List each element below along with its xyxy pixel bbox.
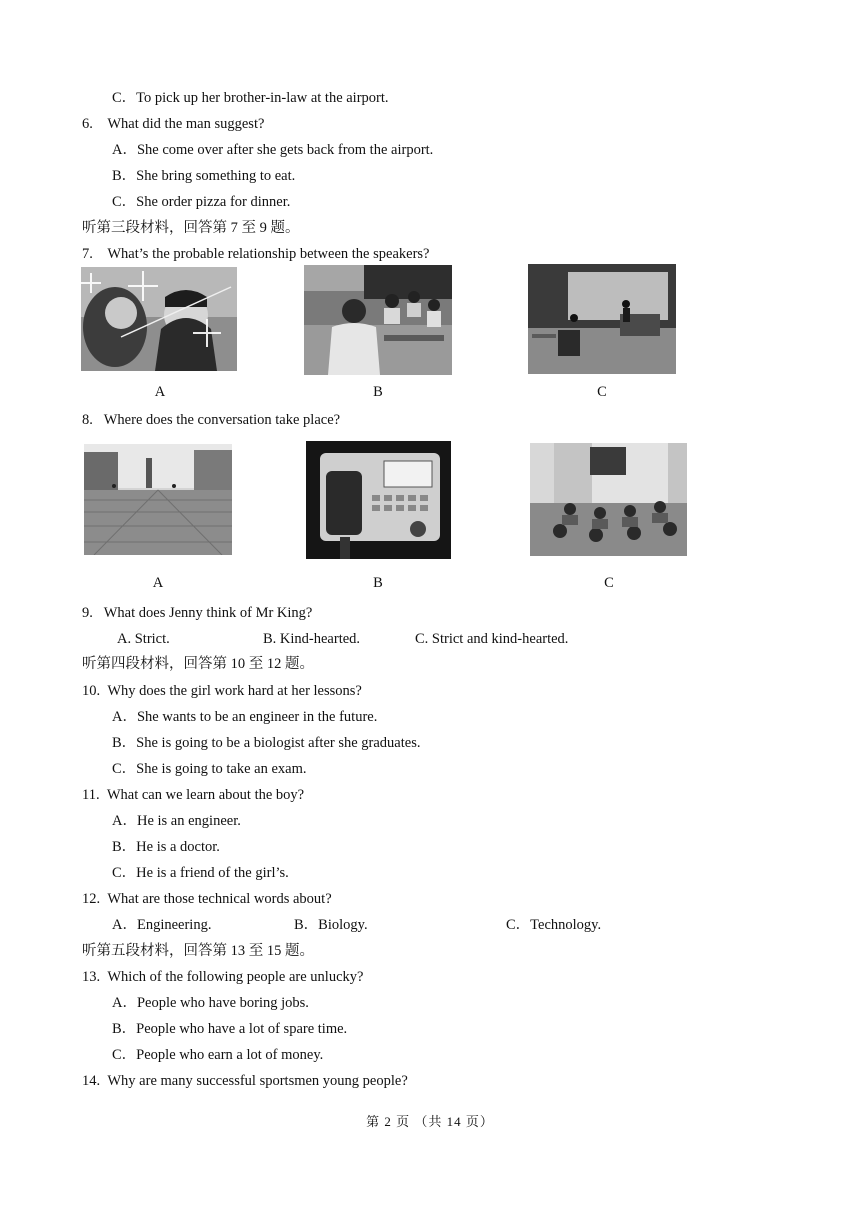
question-6: 6. What did the man suggest? — [82, 116, 265, 132]
q7-image-b — [304, 265, 452, 375]
q13-option-b: B．People who have a lot of spare time. — [112, 1021, 348, 1037]
q7-caption-a: A — [154, 384, 166, 400]
section-3-heading: 听第三段材料，回答第 7 至 9 题。 — [82, 220, 300, 236]
q12-option-a: A．Engineering. — [112, 917, 212, 933]
q10-option-a: A．She wants to be an engineer in the future. — [112, 709, 378, 725]
q7-image-c — [528, 264, 676, 374]
q8-caption-c: C — [604, 575, 614, 591]
q8-caption-b: B — [373, 575, 383, 591]
q9-option-a: A. Strict. — [117, 631, 170, 647]
question-12: 12. What are those technical words about? — [82, 891, 332, 907]
q11-option-c: C．He is a friend of the girl’s. — [112, 865, 289, 881]
question-9: 9. What does Jenny think of Mr King? — [82, 605, 313, 621]
question-13: 13. Which of the following people are unlucky? — [82, 969, 364, 985]
q6-option-a: A．She come over after she gets back from the airport. — [112, 142, 434, 158]
q10-option-b: B．She is going to be a biologist after she graduates. — [112, 735, 421, 751]
section-4-heading: 听第四段材料，回答第 10 至 12 题。 — [82, 656, 314, 672]
q7-caption-b: B — [373, 384, 383, 400]
q13-option-a: A．People who have boring jobs. — [112, 995, 309, 1011]
q13-option-c: C．People who earn a lot of money. — [112, 1047, 324, 1063]
q7-caption-c: C — [597, 384, 607, 400]
q7-image-a — [81, 267, 237, 371]
q11-option-a: A．He is an engineer. — [112, 813, 241, 829]
q5-option-c: C．To pick up her brother-in-law at the airport. — [112, 90, 389, 106]
question-7: 7. What’s the probable relationship between the speakers? — [82, 246, 430, 262]
q8-caption-a: A — [152, 575, 164, 591]
q9-option-b: B. Kind-hearted. — [263, 631, 361, 647]
q8-image-b — [306, 441, 451, 559]
q11-option-b: B．He is a doctor. — [112, 839, 220, 855]
q6-option-c: C．She order pizza for dinner. — [112, 194, 291, 210]
question-8: 8. Where does the conversation take place? — [82, 412, 341, 428]
section-5-heading: 听第五段材料，回答第 13 至 15 题。 — [82, 943, 314, 959]
q9-option-c: C. Strict and kind-hearted. — [415, 631, 569, 647]
page-footer: 第 2 页 （共 14 页） — [366, 1114, 494, 1129]
q12-option-c: C．Technology. — [506, 917, 602, 933]
q8-image-c — [530, 443, 687, 556]
question-10: 10. Why does the girl work hard at her lessons? — [82, 683, 362, 699]
q8-image-a — [84, 444, 232, 555]
question-11: 11. What can we learn about the boy? — [82, 787, 305, 803]
q6-option-b: B．She bring something to eat. — [112, 168, 296, 184]
question-14: 14. Why are many successful sportsmen young people? — [82, 1073, 408, 1089]
q12-option-b: B．Biology. — [294, 917, 368, 933]
q10-option-c: C．She is going to take an exam. — [112, 761, 307, 777]
